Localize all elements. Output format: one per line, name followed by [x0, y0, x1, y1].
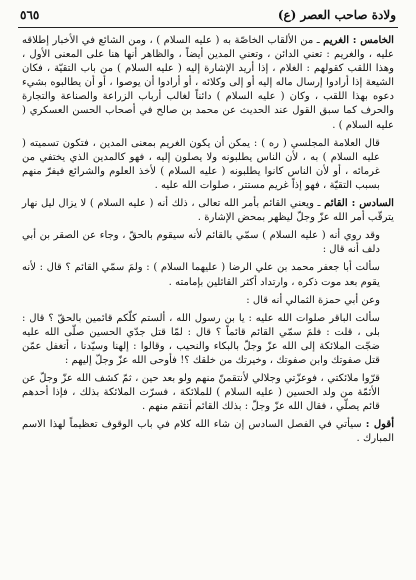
paragraph-text: سألت الباقر صلوات الله عليه : يا بن رسول الله ، ألستم كلّكم قائمين بالحقّ ؟ قال : بلى ، قلت : فلمَ سمّي القائم قائماً ؟ قال : لمّا قتل جدّي الحسين صلّى الله عليه ضجّت الملائكة إلى الله عزّ وجلّ بالبكاء والنحيب ، وقالوا : إلهنا وسيّدنا ، أتغفل عمّن قتل صفوتك وابن صفوتك ، وخيرتك من خلقك ؟! فأوحى الله عزّ وجلّ إليهم : [22, 312, 380, 366]
paragraph-text: قال العلامة المجلسي ( ره ) : يمكن أن يكون الغريم بمعنى المدين ، فتكون تسميته ( عليه السلام ) به ، لأن الناس يطلبونه ولا يصلون إليه ، فهو كالمدين الذي يختفي من غرمائه ، أو لأن الناس كانوا يطلبونه ( عليه السلام ) لأخذ العلوم والشرائع فيفرّ منهم بسبب التقيّة ، فهو إذاً غريم مستتر ، صلوات الله عليه . [22, 137, 380, 191]
section-label: السادس : القائم [324, 198, 394, 210]
paragraph [22, 294, 394, 308]
paragraph [22, 34, 394, 133]
paragraph [22, 372, 394, 414]
header-rule [18, 27, 398, 28]
paragraph [22, 229, 394, 257]
page-number: ٥٦٥ [20, 8, 40, 22]
paragraph-text: ـ من الألقاب الخاصّة به ( عليه السلام ) ، ومن الشائع في الأخبار إطلاقه عليه ، والغريم : تعني الدائن ، وتعني المدين أيضاً ، والظاهر أنها هنا على المعنى الأول ، وهذا اللقب كقولهم : الغلام ، إذا أريد الإشارة إليه ( عليه السلام ) من باب التقيّة ، فكان الشيعة إذا أرادوا إرسال ماله إليه أو إلى وكلائه ، أو أرادوا أن يوصوا ، أو أن يطالبوه بشيء دعوه بهذا اللقب ، وكان ( عليه السلام ) دائناً لغالب أرباب الزراعة والصناعة والتجارة والحرف كما سبق القول عند الحديث عن محمد بن صالح في أصحاب الحسن العسكري ( عليه السلام ) . [22, 35, 394, 131]
paragraph [22, 418, 394, 446]
paragraph-text: ـ ويعني القائم بأمر الله تعالى ، ذلك أنه ( عليه السلام ) لا يزال ليل نهار يترقّب أمر الله عزّ وجلّ ليظهر بمحض الإشارة . [22, 198, 394, 224]
page-header [20, 4, 396, 26]
paragraph [22, 197, 394, 225]
paragraph-text: وعن أبي حمزة الثمالي أنه قال : [246, 294, 380, 306]
paragraph [22, 261, 394, 289]
section-label: الخامس : الغريم [323, 35, 394, 46]
section-label: أقول : [365, 419, 395, 431]
paragraph-text: سيأتي في الفصل السادس إن شاء الله كلام في باب الوقوف تعظيماً لهذا الاسم المبارك . [22, 419, 394, 445]
paragraph [22, 137, 394, 193]
paragraph-text: وقد روي أنه ( عليه السلام ) سمّي بالقائم لأنه سيقوم بالحقّ ، وجاء عن الصقر بن أبي دلف أنه قال : [22, 230, 380, 256]
paragraph-text: قرّوا ملائكتي ، فوعزّتي وجلالي لأنتقمنّ منهم ولو بعد حين ، ثمّ كشف الله عزّ وجلّ عن الأئمّة من ولد الحسين ( عليه السلام ) للملائكة ، فسرّت الملائكة بذلك ، فإذا أحدهم قائم يصلّي ، فقال الله عزّ وجلّ : بذلك القائم أنتقم منهم . [22, 373, 380, 413]
paragraph-text: سألت أبا جعفر محمد بن علي الرضا ( عليهما السلام ) : ولمَ سمّي القائم ؟ قال : لأنه يقوم بعد موت ذكره ، وارتداد أكثر القائلين بإمامته . [22, 262, 380, 288]
running-title: ولادة صاحب العصر (ع) [277, 8, 396, 22]
paragraph [22, 312, 394, 368]
page-body [22, 34, 394, 574]
